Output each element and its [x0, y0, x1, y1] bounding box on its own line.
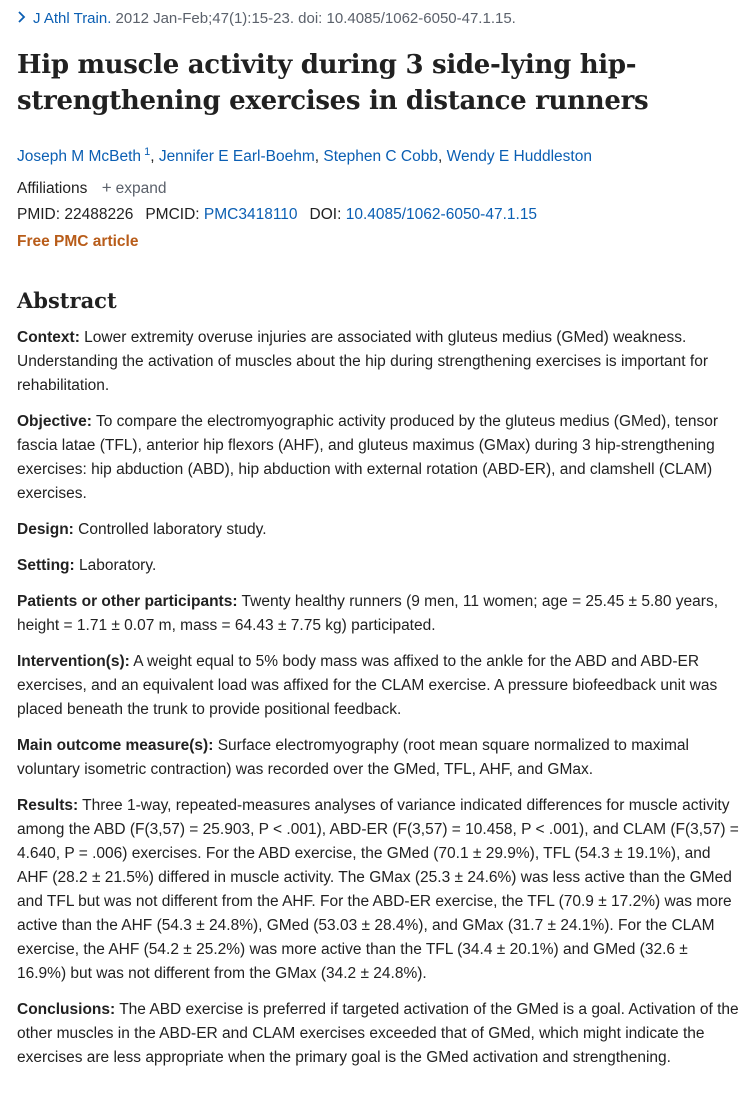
article-title: Hip muscle activity during 3 side-lying hip-strengthening exercises in distance runners	[17, 50, 649, 116]
author-link[interactable]: Jennifer E Earl-Boehm	[158, 148, 315, 166]
pmcid-link[interactable]: PMC3418110	[203, 206, 298, 223]
doi-link[interactable]: 10.4085/1062-6050-47.1.15	[345, 206, 538, 223]
pmcid-label: PMCID:	[145, 206, 204, 223]
abstract-section-context: Context: Lower extremity overuse injuries are associated with gluteus medius (GMed) weakness. Understanding the activation of muscles about the hip during strengthening exercises is important for rehabilitation.	[17, 329, 708, 394]
affiliations-expand-button[interactable]	[102, 180, 167, 197]
journal-link[interactable]: J Athl Train.	[33, 10, 112, 27]
affiliations-label: Affiliations	[17, 180, 88, 197]
author-link[interactable]: Wendy E Huddleston	[446, 148, 592, 166]
free-pmc-badge: Free PMC article	[17, 233, 139, 250]
affiliation-sup[interactable]: 1	[144, 146, 151, 158]
plus-icon: +	[101, 178, 112, 197]
chevron-right-icon[interactable]	[17, 8, 29, 30]
identifiers-row	[17, 203, 537, 227]
abstract-section-outcome: Main outcome measure(s): Surface electromyography (root mean square normalized to maximal voluntary isometric contraction) was recorded over the GMed, TFL, AHF, and GMax.	[17, 737, 689, 778]
affiliations-row	[17, 176, 166, 201]
expand-label: expand	[115, 180, 167, 197]
doi-label: DOI:	[309, 206, 346, 223]
abstract-section-results: Results: Three 1-way, repeated-measures analyses of variance indicated differences for muscle activity among the ABD (F(3,57) = 25.903, P < .001), ABD-ER (F(3,57) = 10.458, P < .001), and CLAM (F(3,57) = 4.640, P = .006) exercises. For the ABD exercise, the GMed (70.1 ± 29.9%), TFL (54.3 ± 19.1%), and AHF (28.2 ± 21.5%) differed in muscle activity. The GMax (25.3 ± 24.6%) was less active than the GMed and TFL but was not different from the AHF. For the ABD-ER exercise, the TFL (70.9 ± 17.2%) was more active than the AHF (54.3 ± 24.8%), GMed (53.03 ± 28.4%), and GMax (31.7 ± 24.1%). For the CLAM exercise, the AHF (54.2 ± 25.2%) was more active than the TFL (34.4 ± 20.1%) and GMed (32.6 ± 16.9%) but was not different from the GMax (34.2 ± 24.8%).	[17, 797, 739, 982]
abstract-body	[17, 326, 739, 1082]
abstract-section-setting: Setting: Laboratory.	[17, 557, 157, 574]
author-link[interactable]: Joseph M McBeth	[17, 148, 142, 166]
citation-details: 2012 Jan-Feb;47(1):15-23. doi: 10.4085/1062-6050-47.1.15.	[111, 10, 516, 27]
citation-line	[17, 8, 516, 30]
author-link[interactable]: Stephen C Cobb	[323, 148, 438, 166]
abstract-section-participants: Patients or other participants: Twenty healthy runners (9 men, 11 women; age = 25.45 ± 5.80 years, height = 1.71 ± 0.07 m, mass = 64.43 ± 7.75 kg) participated.	[17, 593, 719, 634]
pmid-value: 22488226	[64, 206, 134, 223]
author-list: Joseph M McBeth $^1$, Jennifer E Earl-Boehm, Stephen C Cobb, Wendy E Huddleston	[17, 146, 592, 166]
abstract-heading: Abstract	[17, 288, 117, 313]
abstract-section-intervention: Intervention(s): A weight equal to 5% body mass was affixed to the ankle for the ABD and ABD-ER exercises, and an equivalent load was affixed for the CLAM exercise. A pressure biofeedback unit was placed beneath the trunk to provide positional feedback.	[17, 653, 718, 718]
abstract-section-design: Design: Controlled laboratory study.	[17, 521, 267, 538]
abstract-section-conclusions: Conclusions: The ABD exercise is preferred if targeted activation of the GMed is a goal. Activation of the other muscles in the ABD-ER and CLAM exercises exceeded that of GMed, which might indicate the exercises are less appropriate when the primary goal is the GMed activation and strengthening.	[17, 1001, 739, 1066]
pmid-label: PMID:	[17, 206, 65, 223]
abstract-section-objective: Objective: To compare the electromyographic activity produced by the gluteus medius (GMed), tensor fascia latae (TFL), anterior hip flexors (AHF), and gluteus maximus (GMax) during 3 hip-strengthening exercises: hip abduction (ABD), hip abduction with external rotation (ABD-ER), and clamshell (CLAM) exercises.	[17, 413, 719, 502]
